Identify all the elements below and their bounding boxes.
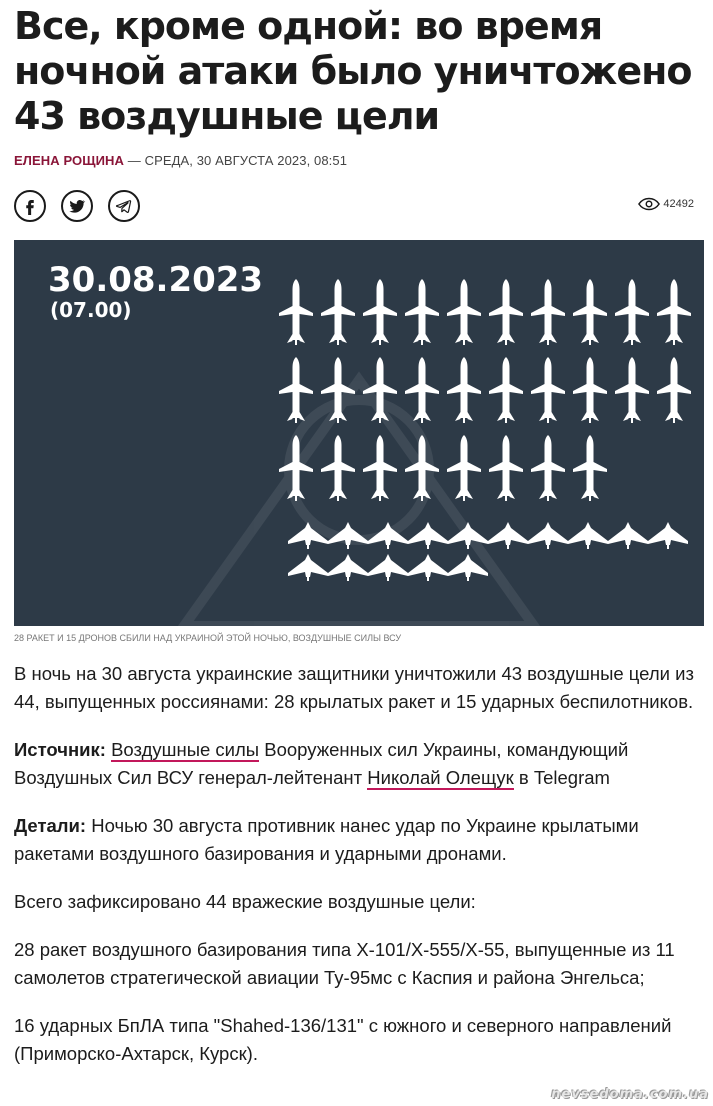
paragraph-total: Всего зафиксировано 44 вражеские воздушные цели: xyxy=(14,891,476,912)
link-air-force[interactable]: Воздушные силы xyxy=(111,739,260,760)
missile-icon xyxy=(405,357,439,423)
views-counter xyxy=(638,197,694,211)
missile-icon xyxy=(489,357,523,423)
missile-icon xyxy=(657,357,691,423)
paragraph-source xyxy=(14,736,699,792)
missile-icon xyxy=(531,357,565,423)
missile-icon xyxy=(573,357,607,423)
article-body xyxy=(14,660,699,1088)
byline-separator: — xyxy=(127,153,141,168)
missile-icon xyxy=(405,279,439,345)
byline xyxy=(14,153,699,168)
missile-icon xyxy=(573,435,607,501)
drone-icon xyxy=(488,522,528,549)
facebook-icon xyxy=(21,197,39,215)
drone-icon xyxy=(568,522,608,549)
missile-icon xyxy=(615,279,649,345)
details-text: Ночью 30 августа противник нанес удар по Украине крылатыми ракетами воздушного базирования и ударными дронами. xyxy=(14,815,639,864)
missile-icon xyxy=(279,279,313,345)
hero-date: 30.08.2023 xyxy=(48,260,264,300)
missile-icon xyxy=(321,279,355,345)
paragraph-intro: В ночь на 30 августа украинские защитники уничтожили 43 воздушные цели из 44, выпущенных россиянами: 28 крылатых ракет и 15 ударных беспилотников. xyxy=(14,663,694,712)
drone-icon xyxy=(408,554,448,581)
facebook-share-button[interactable] xyxy=(14,190,46,222)
paragraph-details xyxy=(14,812,699,868)
source-label: Источник: xyxy=(14,739,106,760)
hero-infographic xyxy=(14,240,704,626)
missile-icon xyxy=(363,279,397,345)
views-count: 42492 xyxy=(663,198,694,210)
missile-icon xyxy=(573,279,607,345)
drone-icon xyxy=(608,522,648,549)
drone-icon xyxy=(528,522,568,549)
missile-icon xyxy=(531,435,565,501)
article-title: Все, кроме одной: во время ночной атаки было уничтожено 43 воздушные цели xyxy=(14,4,692,138)
telegram-icon xyxy=(115,197,133,215)
telegram-share-button[interactable] xyxy=(108,190,140,222)
missile-icon xyxy=(657,279,691,345)
missile-icon xyxy=(615,357,649,423)
missile-icon xyxy=(279,357,313,423)
hero-time: (07.00) xyxy=(50,298,132,322)
missile-icon xyxy=(447,435,481,501)
eye-icon xyxy=(638,197,660,211)
drone-icon xyxy=(328,554,368,581)
missile-icon xyxy=(363,435,397,501)
share-row xyxy=(14,190,699,230)
source-text-2: в Telegram xyxy=(513,767,610,788)
drone-icon xyxy=(288,554,328,581)
paragraph-missiles: 28 ракет воздушного базирования типа Х-101/Х-555/Х-55, выпущенные из 11 самолетов стратегической авиации Ту-95мс с Каспия и района Энгельса; xyxy=(14,939,675,988)
drone-icon xyxy=(368,554,408,581)
missile-icon xyxy=(447,279,481,345)
twitter-icon xyxy=(68,197,86,215)
watermark: nevsedoma.com.ua xyxy=(551,1087,709,1102)
link-oleshchuk[interactable]: Николай Олещук xyxy=(367,767,514,788)
missile-icon xyxy=(321,435,355,501)
source-text-1: Вооруженных сил Украины, командующий Воздушных Сил ВСУ генерал-лейтенант xyxy=(14,739,629,788)
image-caption: 28 РАКЕТ И 15 ДРОНОВ СБИЛИ НАД УКРАИНОЙ ЭТОЙ НОЧЬЮ, ВОЗДУШНЫЕ СИЛЫ ВСУ xyxy=(14,633,402,643)
missile-icon xyxy=(489,279,523,345)
paragraph-drones: 16 ударных БпЛА типа "Shahed-136/131" с южного и северного направлений (Приморско-Ахтарск, Курск). xyxy=(14,1015,672,1064)
drone-icon xyxy=(648,522,688,549)
details-label: Детали: xyxy=(14,815,87,836)
publish-date: СРЕДА, 30 АВГУСТА 2023, 08:51 xyxy=(144,153,348,168)
drone-icon xyxy=(408,522,448,549)
missile-icon xyxy=(531,279,565,345)
author-link[interactable]: ЕЛЕНА РОЩИНА xyxy=(14,153,125,168)
missile-icon xyxy=(447,357,481,423)
twitter-share-button[interactable] xyxy=(61,190,93,222)
missile-icon xyxy=(489,435,523,501)
